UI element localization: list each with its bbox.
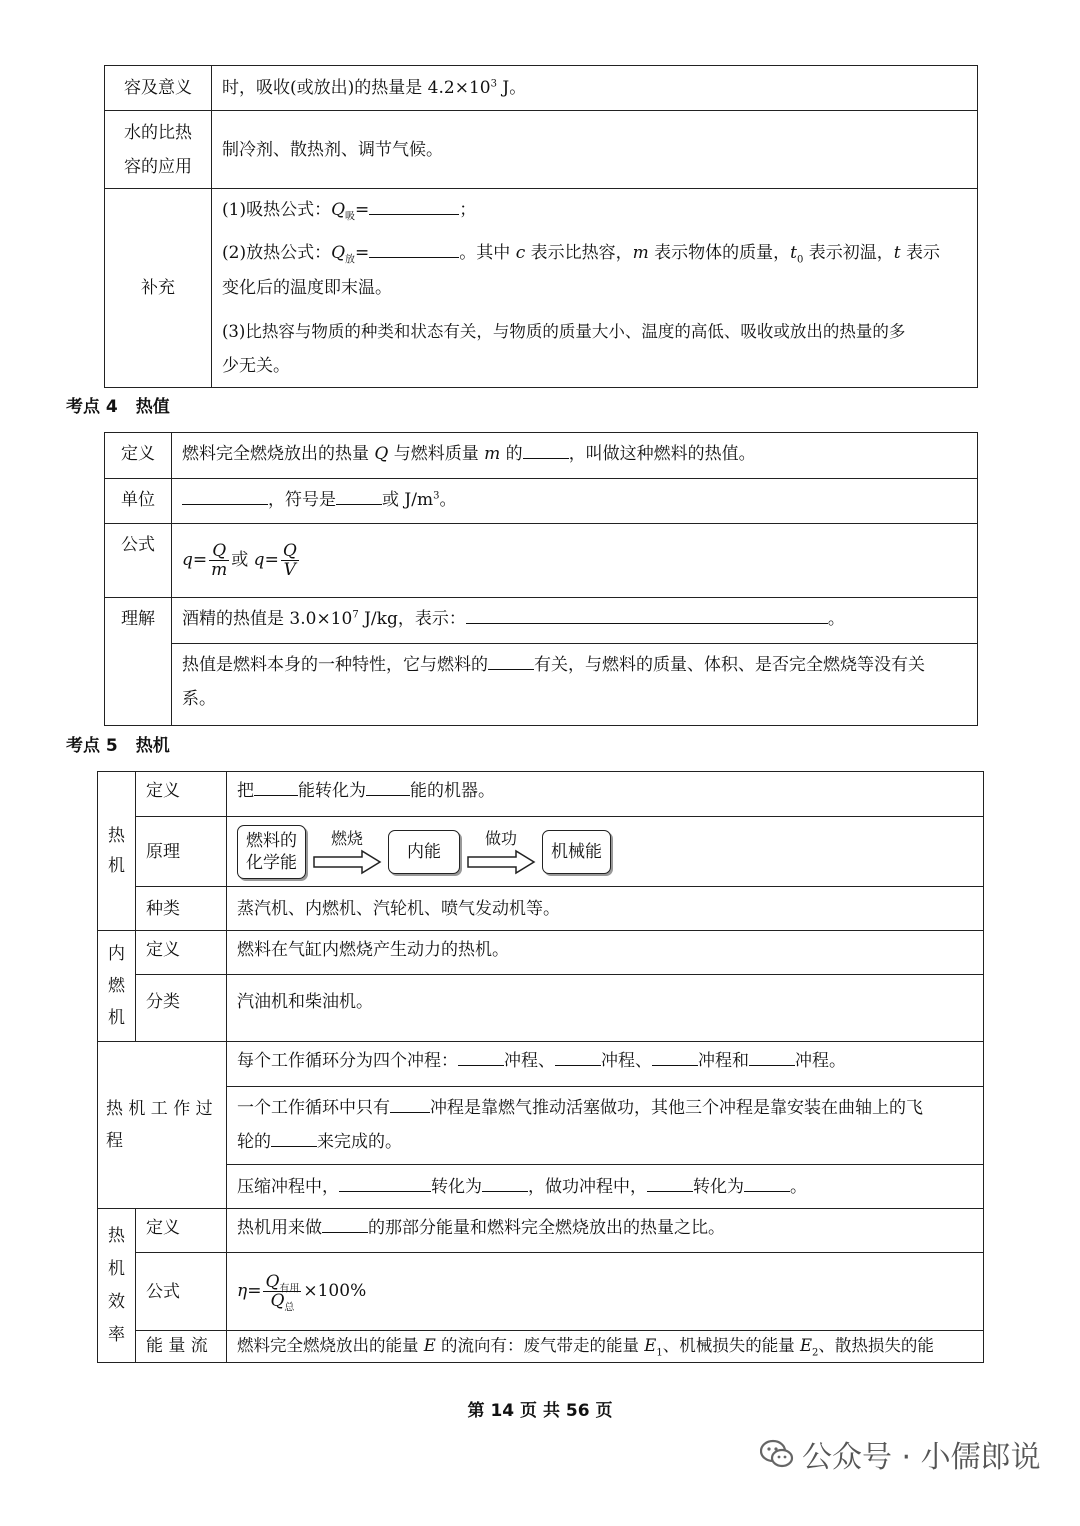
blank[interactable] xyxy=(339,1174,431,1192)
text-process-3: 压缩冲程中， 转化为 ，做功冲程中， 转化为 。 xyxy=(227,1165,984,1209)
blank[interactable] xyxy=(555,1048,601,1066)
flow-arrow-combustion: 燃烧 xyxy=(312,829,382,875)
label-types: 种类 xyxy=(136,887,227,931)
text-supplement: (1)吸热公式：$Q_吸=$ ； (2)放热公式：$Q_放=$ 。其中 c 表示比热容，m 表示物体的质量，$t_0$ 表示初温，t 表示 变化后的温度即末温。 (3)比热容与物质的种类和状态有关，与物质的质量大小、温度的高低、吸收或放出的热量的多 少无关。 xyxy=(212,189,978,388)
blank[interactable] xyxy=(466,606,828,624)
row-process-1 xyxy=(98,1042,984,1087)
blank[interactable] xyxy=(482,1174,528,1192)
blank[interactable] xyxy=(369,240,459,258)
blank[interactable] xyxy=(390,1095,430,1113)
row-energy-flow xyxy=(98,1331,984,1363)
row-process-3 xyxy=(98,1165,984,1209)
blank[interactable] xyxy=(271,1129,317,1147)
row-efficiency-definition xyxy=(98,1209,984,1253)
watermark: 公众号 · 小儒郎说 xyxy=(760,1432,1041,1476)
release-formula: (2)放热公式：$Q_放=$ 。其中 c 表示比热容，m 表示物体的质量，$t_0$ 表示初温，t 表示 xyxy=(222,236,967,271)
text-definition: 燃料完全燃烧放出的热量 Q 与燃料质量 m 的 ，叫做这种燃料的热值。 xyxy=(172,433,978,479)
blank[interactable] xyxy=(749,1048,795,1066)
blank[interactable] xyxy=(488,652,534,670)
text-unit: ，符号是 或 $J/m^3$。 xyxy=(172,479,978,524)
row-types xyxy=(98,887,984,931)
right-arrow-icon xyxy=(466,849,536,875)
row-ice-classification xyxy=(98,975,984,1042)
text-meaning: 时，吸收(或放出)的热量是 $4.2\times 10^3$ J。 xyxy=(212,66,978,111)
text-process-2: 一个工作循环中只有 冲程是靠燃气推动活塞做功，其他三个冲程是靠安装在曲轴上的飞 轮的 来完成的。 xyxy=(227,1087,984,1165)
text-application: 制冷剂、散热剂、调节气候。 xyxy=(212,111,978,189)
row-definition xyxy=(105,433,978,479)
wechat-icon xyxy=(760,1439,794,1469)
label-energy-flow: 能 量 流 xyxy=(136,1331,227,1363)
blank[interactable] xyxy=(458,1048,504,1066)
text-ice-definition: 燃料在气缸内燃烧产生动力的热机。 xyxy=(227,931,984,975)
label-ice-classification: 分类 xyxy=(136,975,227,1042)
efficiency-formula: η= $\frac{Q_{有用}}{Q_总}$ ×100% xyxy=(227,1253,984,1331)
absorb-formula: (1)吸热公式：$Q_吸=$ ； xyxy=(222,193,967,228)
label-efficiency-definition: 定义 xyxy=(136,1209,227,1253)
row-understanding-1 xyxy=(105,598,978,644)
right-arrow-icon xyxy=(312,849,382,875)
label-principle: 原理 xyxy=(136,817,227,887)
page-footer: 第 14 页 共 56 页 xyxy=(467,1401,613,1421)
principle-flow xyxy=(227,817,984,887)
blank[interactable] xyxy=(369,197,459,215)
fraction: $\frac{Q_{有用}}{Q_总}$ xyxy=(265,1272,300,1314)
flow-box-chemical-energy: 燃料的 化学能 xyxy=(237,825,306,879)
label-supplement: 补充 xyxy=(105,189,212,388)
text-understanding-1: 酒精的热值是 $3.0\times 10^7$ J/kg，表示： 。 xyxy=(172,598,978,644)
label-unit: 单位 xyxy=(105,479,172,524)
heat-value-formula: q= $\frac{Q}{m}$ 或 q= $\frac{Q}{V}$ xyxy=(172,524,978,598)
row-unit xyxy=(105,479,978,524)
text-efficiency-definition: 热机用来做 的那部分能量和燃料完全燃烧放出的热量之比。 xyxy=(227,1209,984,1253)
label-efficiency-formula: 公式 xyxy=(136,1253,227,1331)
blank[interactable] xyxy=(744,1174,790,1192)
text-energy-flow: 燃料完全燃烧放出的能量 E 的流向有：废气带走的能量 $E_1$、机械损失的能量 $E_2$、散热损失的能 xyxy=(227,1331,984,1363)
label-heat-engine: 热机 xyxy=(98,772,136,931)
label-heat-engine-efficiency: 热机效率 xyxy=(98,1209,136,1363)
text-understanding-2: 热值是燃料本身的一种特性，它与燃料的 有关，与燃料的质量、体积、是否完全燃烧等没有关 系。 xyxy=(172,644,978,726)
row-process-2 xyxy=(98,1087,984,1165)
text-ice-classification: 汽油机和柴油机。 xyxy=(227,975,984,1042)
heading-section-5: 考点 5 热机 xyxy=(66,736,170,756)
label-formula: 公式 xyxy=(105,524,172,598)
flow-box-mechanical-energy: 机械能 xyxy=(542,830,611,874)
text-types: 蒸汽机、内燃机、汽轮机、喷气发动机等。 xyxy=(227,887,984,931)
text-process-1: 每个工作循环分为四个冲程： 冲程、 冲程、 冲程和 冲程。 xyxy=(227,1042,984,1087)
label-understanding: 理解 xyxy=(105,598,172,726)
flow-box-internal-energy: 内能 xyxy=(388,830,460,874)
flow-arrow-work: 做功 xyxy=(466,829,536,875)
blank[interactable] xyxy=(336,487,382,505)
blank[interactable] xyxy=(647,1174,693,1192)
row-meaning xyxy=(105,66,978,111)
row-formula xyxy=(105,524,978,598)
label-application: 水的比热 容的应用 xyxy=(105,111,212,189)
row-engine-definition xyxy=(98,772,984,817)
blank[interactable] xyxy=(523,441,569,459)
fraction: $\frac{Q}{V}$ xyxy=(282,541,297,580)
label-meaning: 容及意义 xyxy=(105,66,212,111)
label-engine-definition: 定义 xyxy=(136,772,227,817)
row-efficiency-formula xyxy=(98,1253,984,1331)
blank[interactable] xyxy=(182,487,268,505)
blank[interactable] xyxy=(366,778,410,796)
blank[interactable] xyxy=(322,1215,368,1233)
heading-section-4: 考点 4 热值 xyxy=(66,397,170,417)
blank[interactable] xyxy=(254,778,298,796)
table-heat-value xyxy=(104,432,978,726)
label-internal-combustion-engine: 内燃机 xyxy=(98,931,136,1042)
label-ice-definition: 定义 xyxy=(136,931,227,975)
blank[interactable] xyxy=(652,1048,698,1066)
row-understanding-2 xyxy=(105,644,978,726)
fraction: $\frac{Q}{m}$ xyxy=(211,541,228,580)
row-principle xyxy=(98,817,984,887)
table-specific-heat xyxy=(104,65,978,388)
row-application xyxy=(105,111,978,189)
label-definition: 定义 xyxy=(105,433,172,479)
label-working-process: 热 机 工 作 过 程 xyxy=(98,1042,227,1209)
table-heat-engine xyxy=(97,771,984,1363)
row-ice-definition xyxy=(98,931,984,975)
row-supplement xyxy=(105,189,978,388)
text-engine-definition: 把 能转化为 能的机器。 xyxy=(227,772,984,817)
